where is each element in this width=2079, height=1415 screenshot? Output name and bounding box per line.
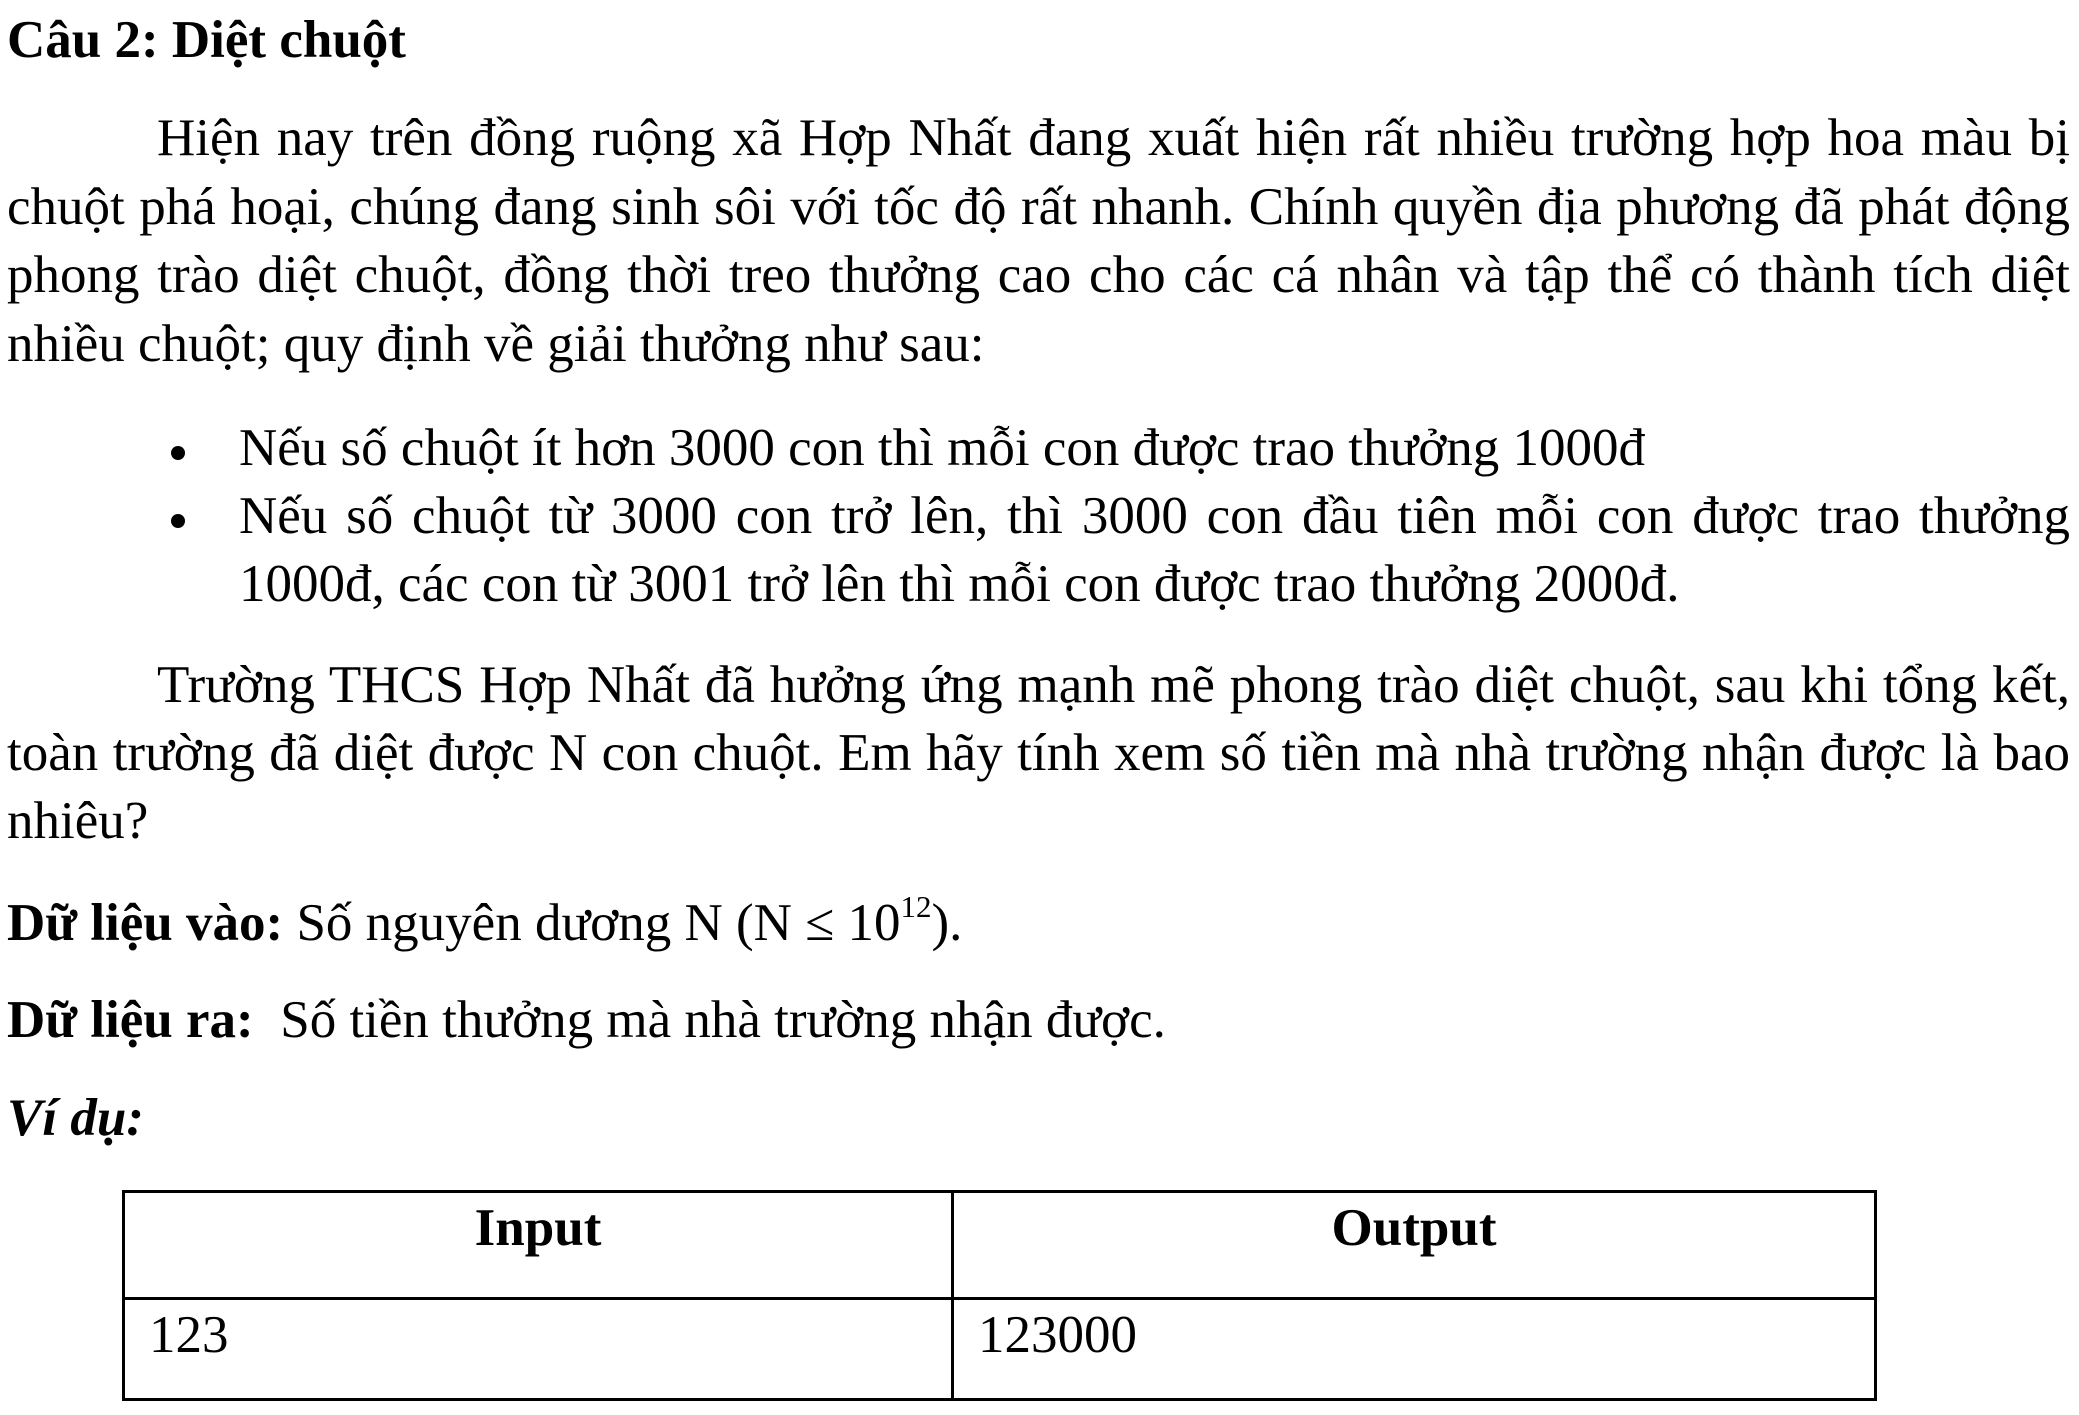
table-header-row [124,1192,1876,1299]
header-output: Output [953,1192,1876,1299]
bullet-icon [171,446,185,460]
output-spec [7,987,1166,1053]
task-line-3: nhiêu? [7,792,149,850]
input-spec [7,890,962,956]
input-spec-exponent: 12 [900,889,932,925]
task-line-1: Trường THCS Hợp Nhất đã hưởng ứng mạnh mẽ phong trào diệt chuột, sau khi tổng kết, [157,656,2070,714]
problem-title: Câu 2: Diệt chuột [7,11,406,69]
header-input: Input [124,1192,953,1299]
cell-input: 123 [124,1299,953,1400]
intro-line-1: Hiện nay trên đồng ruộng xã Hợp Nhất đang xuất hiện rất nhiều trường hợp hoa màu bị [157,109,2070,167]
input-spec-label: Dữ liệu vào: [7,894,284,952]
intro-line-4: nhiều chuột; quy định về giải thưởng như sau: [7,315,985,373]
cell-output: 123000 [953,1299,1876,1400]
input-spec-end: ). [931,894,963,952]
table-row [124,1299,1876,1400]
task-line-2: toàn trường đã diệt được N con chuột. Em hãy tính xem số tiền mà nhà trường nhận được là bao [7,724,2070,782]
example-table [122,1190,1877,1401]
output-spec-label: Dữ liệu ra: [7,991,254,1049]
output-spec-text: Số tiền thưởng mà nhà trường nhận được. [253,991,1166,1049]
intro-line-2: chuột phá hoại, chúng đang sinh sôi với tốc độ rất nhanh. Chính quyền địa phương đã phát động [7,178,2070,236]
example-label: Ví dụ: [7,1089,144,1147]
intro-line-3: phong trào diệt chuột, đồng thời treo thưởng cao cho các cá nhân và tập thể có thành tích diệt [7,246,2070,304]
rule-2-line-1: Nếu số chuột từ 3000 con trở lên, thì 3000 con đầu tiên mỗi con được trao thưởng [239,487,2070,545]
rule-2-line-2: 1000đ, các con từ 3001 trở lên thì mỗi con được trao thưởng 2000đ. [239,555,1680,613]
bullet-icon [171,514,185,528]
input-spec-text: Số nguyên dương N (N ≤ 10 [283,894,901,952]
problem-document [7,0,2071,1415]
rule-1-line-1: Nếu số chuột ít hơn 3000 con thì mỗi con được trao thưởng 1000đ [239,419,1646,477]
